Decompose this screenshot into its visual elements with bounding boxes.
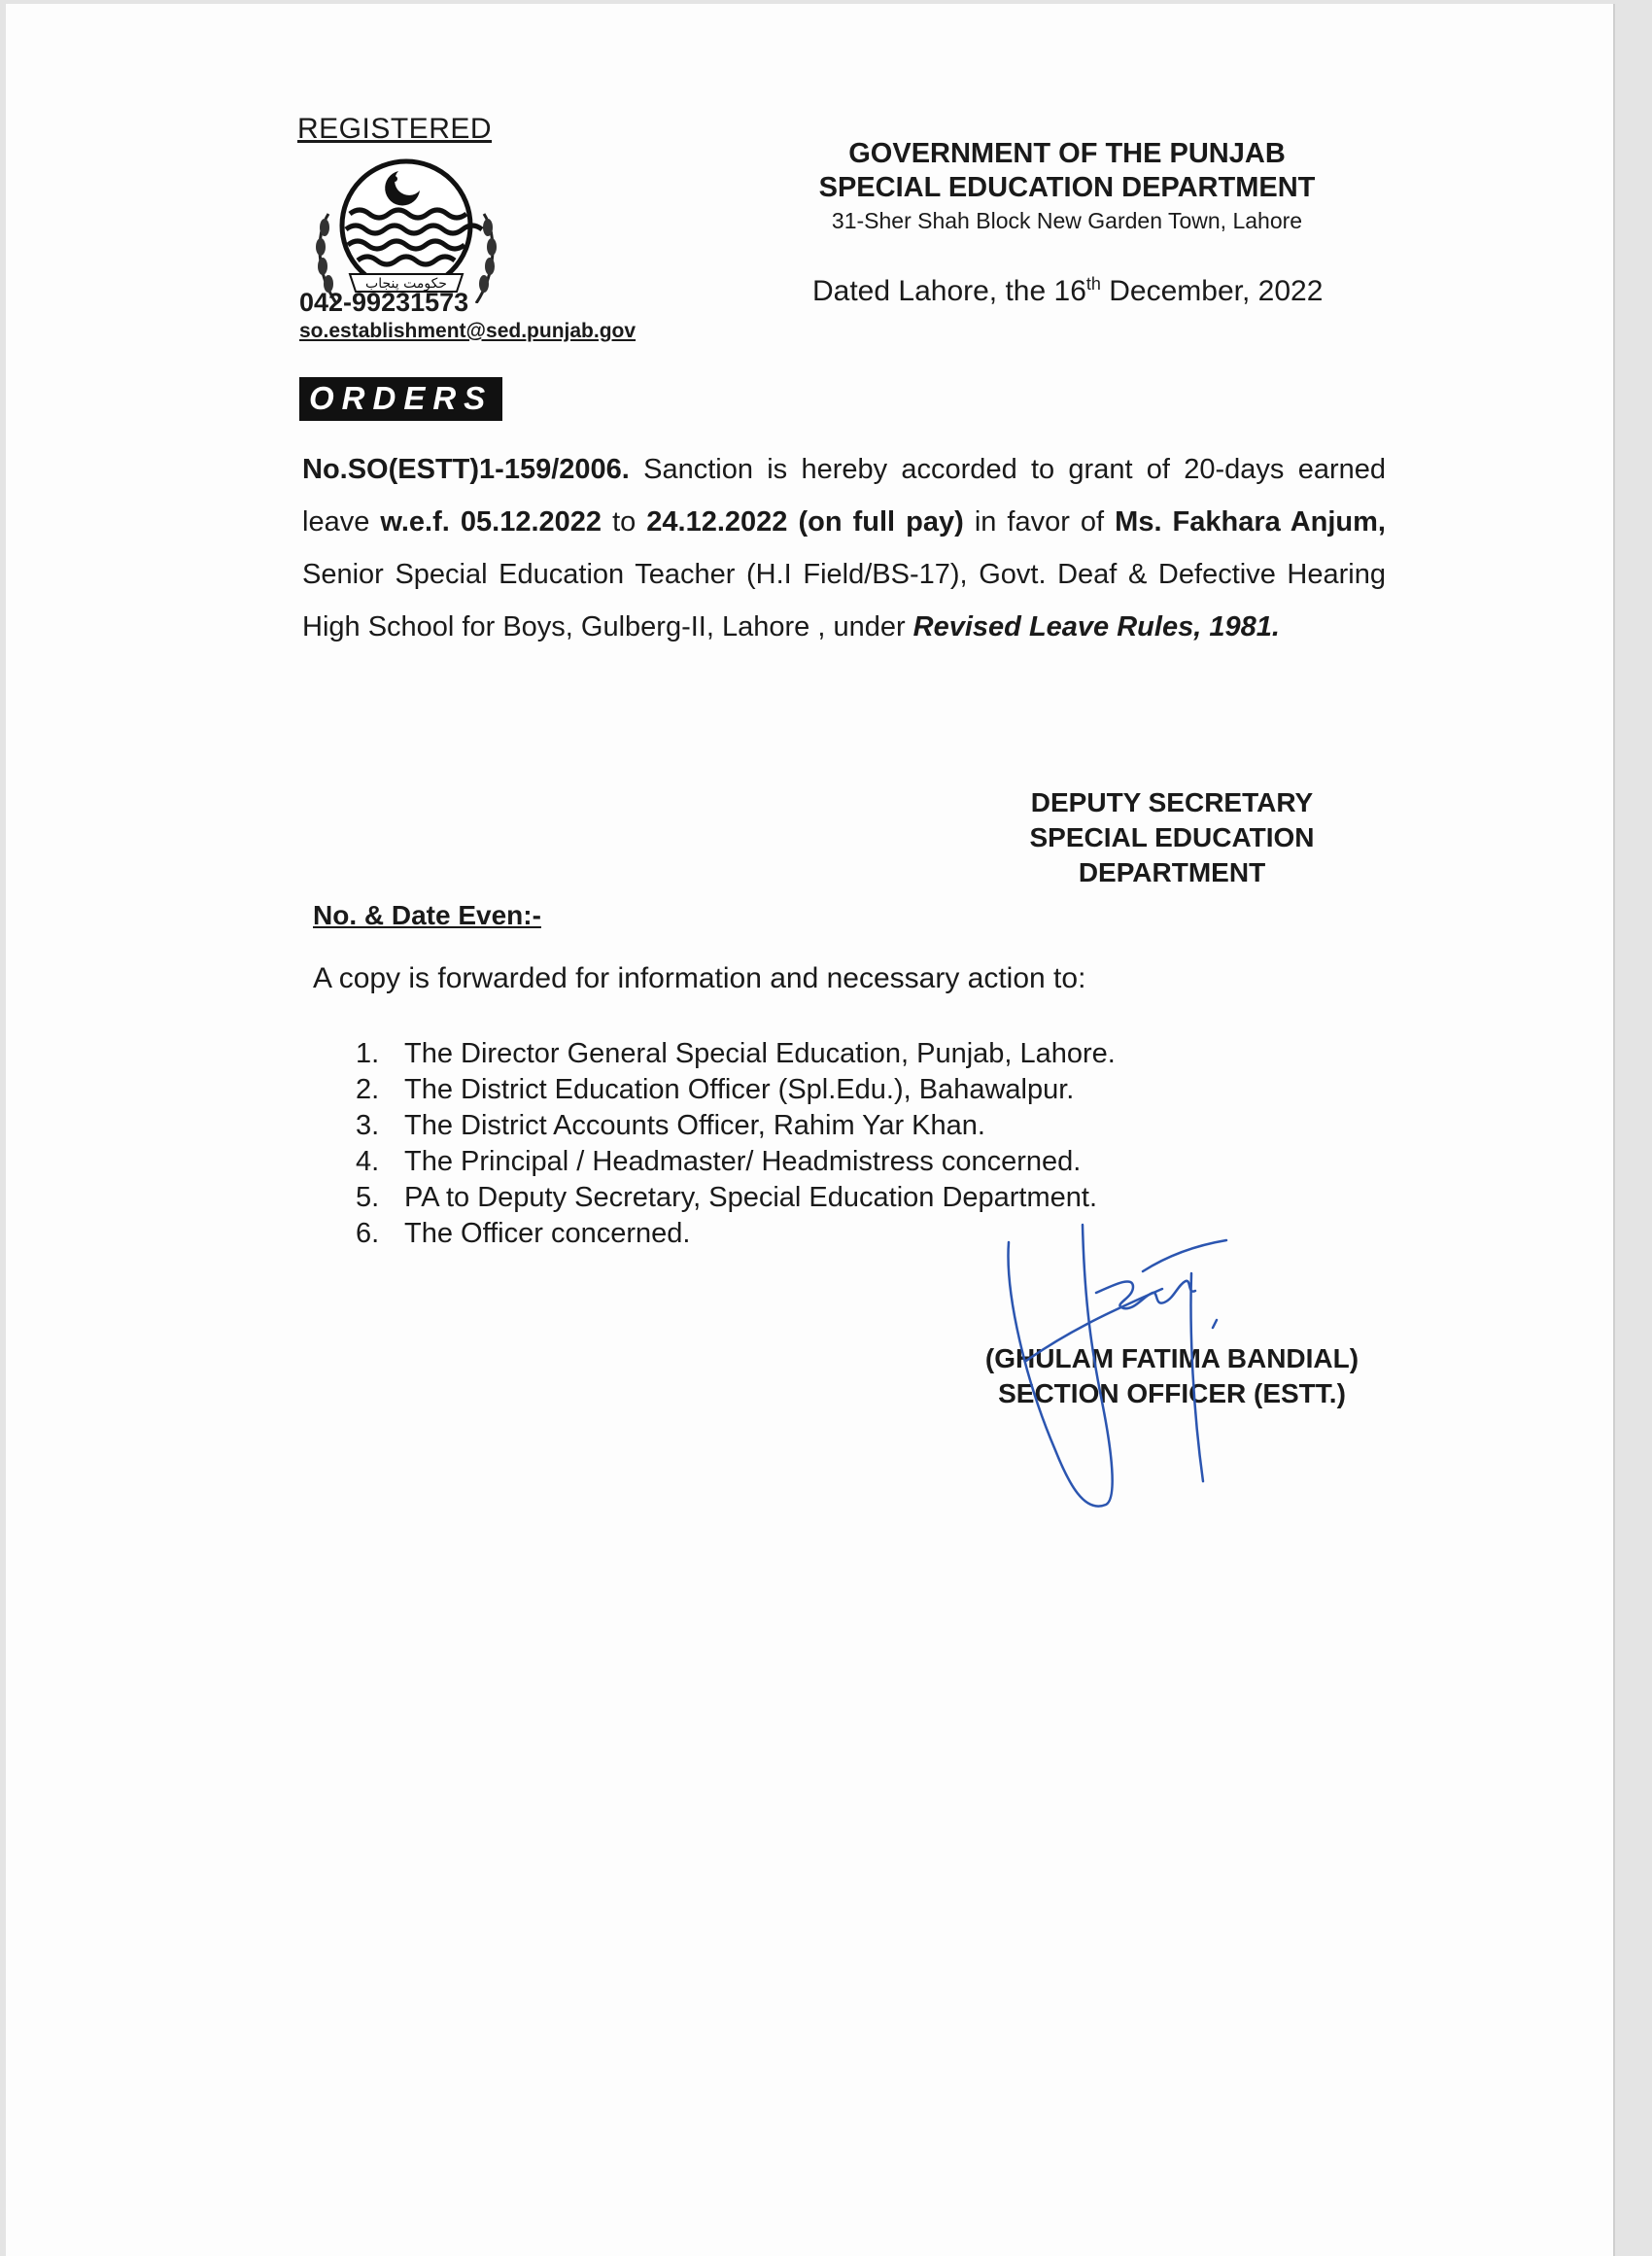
copy-forwarded-text: A copy is forwarded for information and necessary action to: [313, 962, 1086, 994]
leave-start-date: 05.12.2022 [460, 506, 602, 538]
no-date-even-heading: No. & Date Even:- [313, 900, 541, 930]
list-item-text: The Principal / Headmaster/ Headmistress concerned. [404, 1146, 1082, 1177]
list-item-number: 1. [356, 1038, 380, 1069]
pay-status: (on full pay) [798, 506, 964, 538]
deputy-secretary-title: DEPUTY SECRETARY [1030, 787, 1314, 817]
list-item-number: 4. [356, 1146, 380, 1177]
email-link[interactable]: so.establishment@sed.punjab.gov [299, 320, 637, 342]
order-text-1: Sanction is hereby accorded to grant of 20-days earned leave [302, 454, 1386, 538]
order-text-3: Senior Special Education Teacher (H.I Field/BS-17), Govt. Deaf & Defective Hearing High School for Boys, Gulberg-II, Lahore , under [302, 559, 1386, 642]
list-item-text: The Director General Special Education, Punjab, Lahore. [404, 1038, 1116, 1069]
section-officer-name: (GHULAM FATIMA BANDIAL) [984, 1343, 1359, 1373]
list-item [356, 1036, 1116, 1072]
department-heading: SPECIAL EDUCATION DEPARTMENT [818, 172, 1316, 203]
deputy-secretary-dept-1: SPECIAL EDUCATION [1029, 822, 1315, 852]
department-address: 31-Sher Shah Block New Garden Town, Lahore [831, 208, 1303, 233]
list-item [356, 1072, 1116, 1108]
list-item-text: The District Education Officer (Spl.Edu.), Bahawalpur. [404, 1074, 1075, 1105]
order-to: to [602, 506, 647, 538]
order-paragraph [302, 443, 1386, 653]
orders-title: ORDERS [299, 377, 502, 421]
list-item [356, 1180, 1116, 1216]
order-reference-number: No.SO(ESTT)1-159/2006. [302, 454, 630, 485]
list-item-number: 3. [356, 1110, 380, 1141]
list-item [356, 1144, 1116, 1180]
list-item [356, 1108, 1116, 1144]
section-officer-title: SECTION OFFICER (ESTT.) [998, 1378, 1346, 1408]
deputy-secretary-block [997, 785, 1347, 890]
dated-suffix: December, 2022 [1100, 275, 1324, 307]
employee-name: Ms. Fakhara Anjum, [1115, 506, 1386, 538]
punjab-government-emblem [307, 157, 505, 303]
list-item-number: 6. [356, 1218, 380, 1249]
order-wef: w.e.f. [380, 506, 450, 538]
list-item-text: The Officer concerned. [404, 1218, 691, 1249]
emblem-ribbon-text: حکومت پنجاب [365, 276, 447, 292]
dated-line [812, 274, 1323, 308]
dated-superscript: th [1085, 274, 1101, 294]
list-item-number: 5. [356, 1182, 380, 1213]
government-heading: GOVERNMENT OF THE PUNJAB [848, 138, 1286, 169]
list-item-number: 2. [356, 1074, 380, 1105]
leave-end-date: 24.12.2022 [646, 506, 788, 538]
list-item-text: The District Accounts Officer, Rahim Yar Khan. [404, 1110, 985, 1141]
registered-label: REGISTERED [297, 113, 493, 145]
list-item-text: PA to Deputy Secretary, Special Education Department. [404, 1182, 1098, 1213]
letter-page [6, 4, 1613, 2256]
handwritten-signature [987, 1217, 1259, 1518]
deputy-secretary-dept-2: DEPARTMENT [1078, 857, 1266, 887]
order-text-2: in favor of [963, 506, 1116, 538]
dated-prefix: Dated Lahore, the 16 [812, 275, 1086, 307]
leave-rules: Revised Leave Rules, 1981. [912, 611, 1280, 642]
phone-number: 042-99231573 [299, 288, 469, 317]
